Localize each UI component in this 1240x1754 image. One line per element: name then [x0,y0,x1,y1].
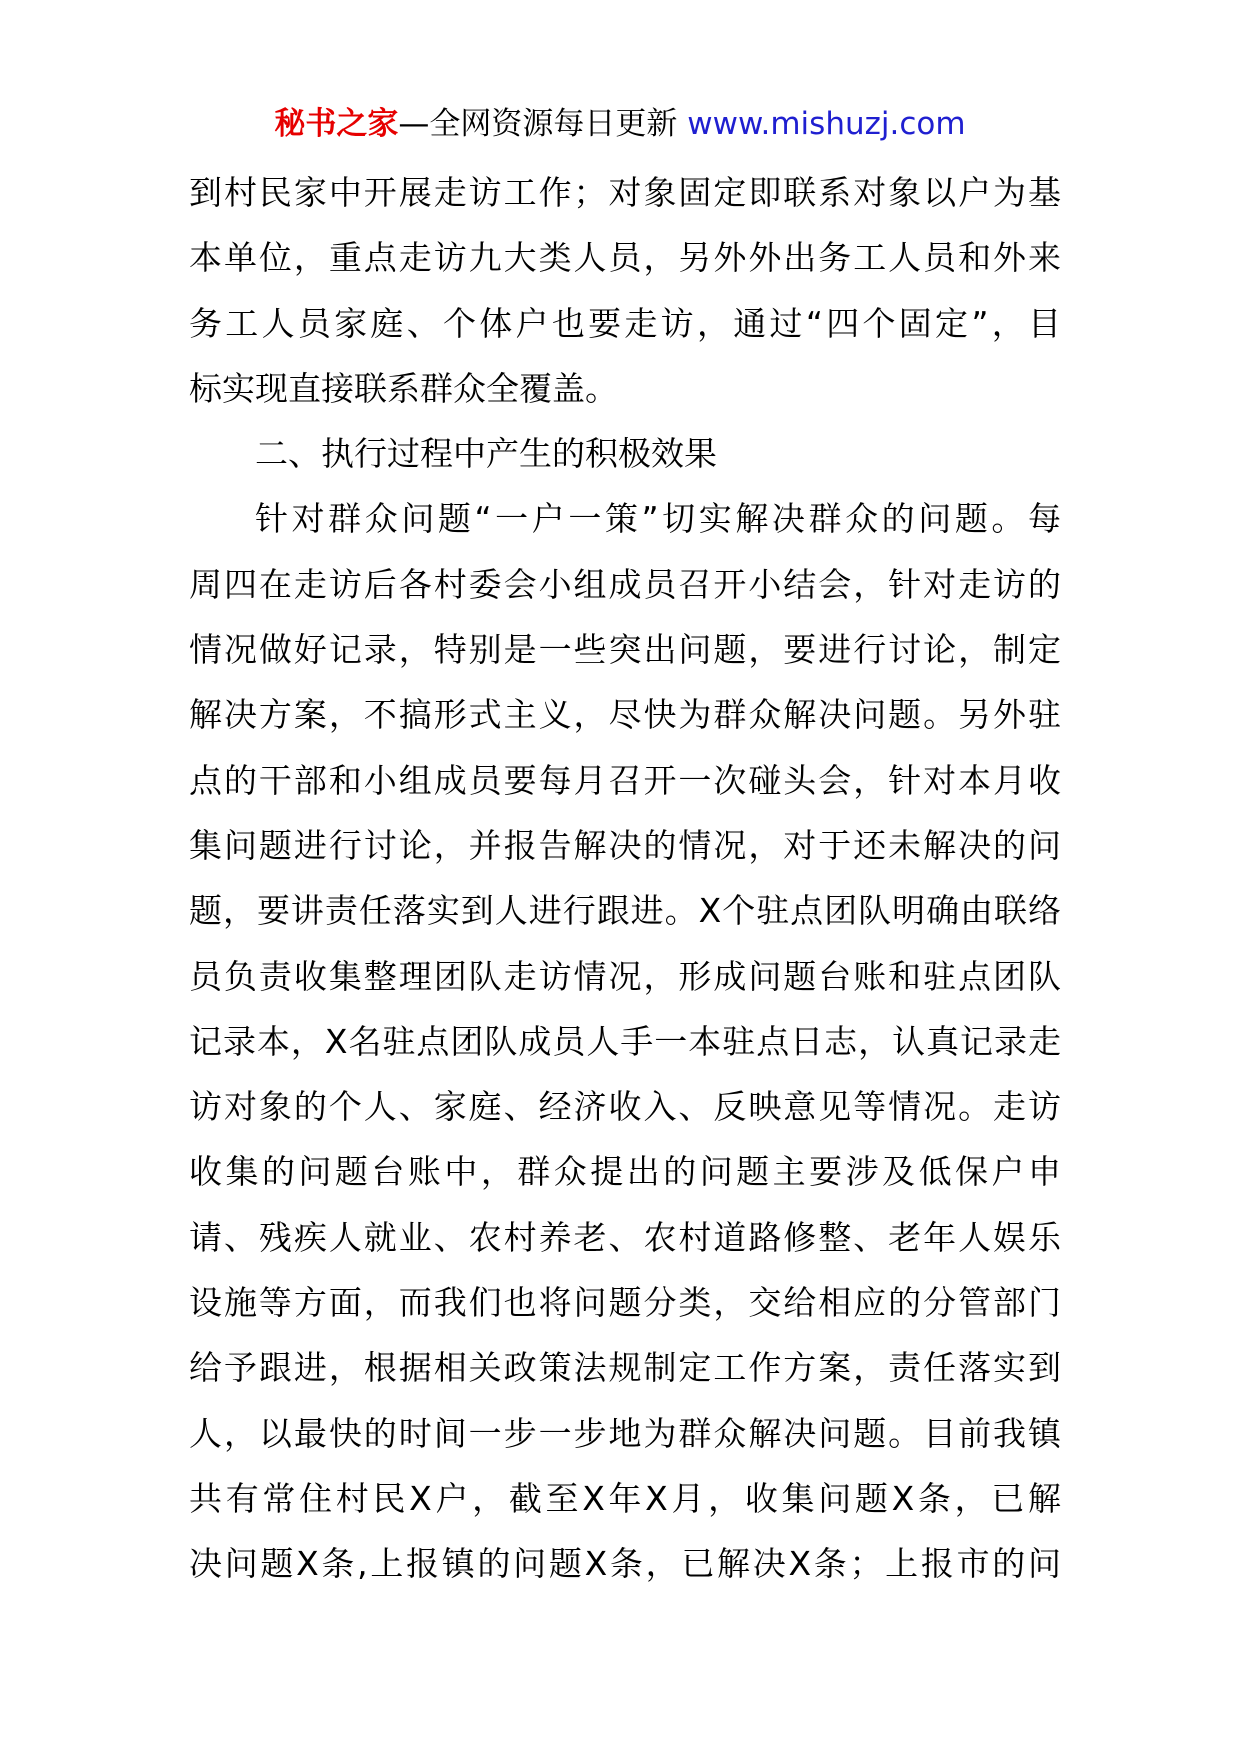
body-line: 请、残疾人就业、农村养老、农村道路修整、老年人娱乐 [189,1217,1061,1257]
page-header [0,104,1240,144]
body-line: 记录本，X名驻点团队成员人手一本驻点日志，认真记录走 [189,1021,1061,1061]
document-body [189,160,1061,1597]
body-line: 标实现直接联系群众全覆盖。 [189,368,618,408]
body-line: 解决方案，不搞形式主义，尽快为群众解决问题。另外驻 [189,695,1061,735]
body-line: 务工人员家庭、个体户也要走访，通过“四个固定”，目 [189,303,1061,343]
body-line: 点的干部和小组成员要每月召开一次碰头会，针对本月收 [189,760,1061,800]
body-line: 共有常住村民X户，截至X年X月，收集问题X条，已解 [189,1478,1061,1518]
site-url-link[interactable]: www.mishuzj.com [687,106,966,142]
body-line: 设施等方面，而我们也将问题分类，交给相应的分管部门 [189,1283,1061,1323]
body-line: 题，要讲责任落实到人进行跟进。X个驻点团队明确由联络 [189,891,1061,931]
body-line: 周四在走访后各村委会小组成员召开小结会，针对走访的 [189,564,1061,604]
header-tagline: —全网资源每日更新 [398,106,678,142]
body-line: 针对群众问题“一户一策”切实解决群众的问题。每 [255,499,1061,539]
body-line: 收集的问题台账中，群众提出的问题主要涉及低保户申 [189,1152,1061,1192]
body-line: 员负责收集整理团队走访情况，形成问题台账和驻点团队 [189,956,1061,996]
body-line: 决问题X条,上报镇的问题X条，已解决X条；上报市的问 [189,1544,1061,1584]
body-line: 集问题进行讨论，并报告解决的情况，对于还未解决的问 [189,825,1061,865]
body-line: 人，以最快的时间一步一步地为群众解决问题。目前我镇 [189,1413,1061,1453]
body-line: 访对象的个人、家庭、经济收入、反映意见等情况。走访 [189,1087,1061,1127]
body-line: 情况做好记录，特别是一些突出问题，要进行讨论，制定 [189,630,1061,670]
brand-name: 秘书之家 [274,106,399,142]
body-line: 本单位，重点走访九大类人员，另外外出务工人员和外来 [189,238,1061,278]
body-line: 给予跟进，根据相关政策法规制定工作方案，责任落实到 [189,1348,1061,1388]
section-heading: 二、执行过程中产生的积极效果 [255,434,717,474]
body-line: 到村民家中开展走访工作；对象固定即联系对象以户为基 [189,173,1061,212]
